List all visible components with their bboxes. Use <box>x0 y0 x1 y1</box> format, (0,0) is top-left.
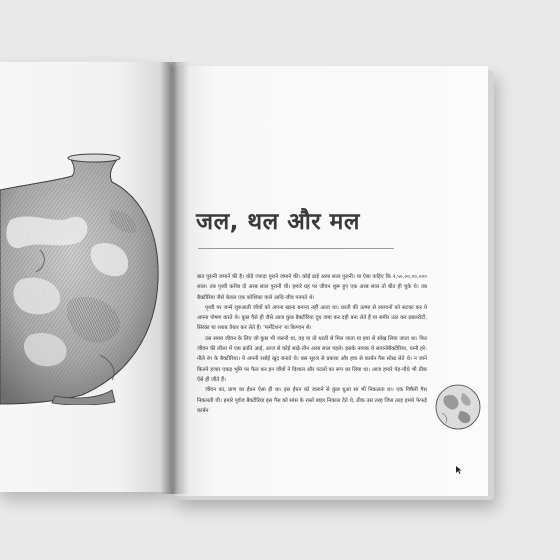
paragraph: बात पुरानी जमाने की है। थोड़े ज्यादा पुराने जमाने की। कोई ढाई अरब साल पुरानी। या ऐसा कहिए कि २,५०,००,००,००० साल। तब पृथ्वी करीब दो अरब साल पुरानी थी। हमारे ग्रह पर जीवन शुरू हुए एक अरब साल तो बीत ही चुके थे। तब बैक्टीरिया जैसे केवल एक कोशिका वाले आदि-जीव पनपते थे। <box>197 274 427 301</box>
paragraph: उस समय जीवन के लिए जो कुछ भी जरूरी था, वह या तो धरती से मिल जाता या हवा से सोख लिया जाता था। फिर जीवन की लीला में एक क्रांति आई, आज से कोई साढ़े-तीन अरब साल पहले। इसके नायक थे सायनोबैक्टीरिया, यानी हरे-नीले रंग के बैक्टीरिया। ये अपनी रसोई खुद बनाते थे। बस सूरज से प्रकाश और हवा से कार्बन गैस सोख लेते थे। न जाने कितने हजार एकड़ भूमि पर फैल कर इन जीवों ने विशाल और पटलों का रूप धर लिया था। आज हमारे पेड़-पौधे भी ठीक ऐसे ही जीते हैं। <box>197 335 427 383</box>
chapter-title: जल, थल और मल <box>196 209 360 235</box>
book-gutter-shadow <box>160 62 190 494</box>
title-divider <box>198 248 394 249</box>
chapter-body <box>197 272 427 416</box>
vase-illustration <box>0 150 160 405</box>
paragraph: पृथ्वी पर जन्मे शुरुआती जीवों को अपना खाना बनाना नहीं आता था। धरती की ऊष्मा से रसायनों को सटका कर ये अपना पोषण करते थे। कुछ वैसे ही जैसे आज कुछ बैक्टीरिया दूध जमा कर दही बना लेते हैं या समीर उठा कर डबलरोटी, सिरका या शराब तैयार कर लेते हैं। 'फर्मेंटेशन' या किण्वन से। <box>197 304 427 332</box>
paragraph: जीवन का, प्राण का ईंधन ऐसा ही था। इस ईंधन को जलाने से कुछ धुआं सा भी निकलता था। एक विषैली गैस निकलती थी। हमारे पूर्वज बैक्टीरिया इस गैस को सांस के रास्ते बाहर निकाल देते थे, ठीक उस तरह जिस तरह हमारे फेफड़े कार्बन <box>197 387 427 414</box>
globe-illustration <box>434 383 482 431</box>
mouse-pointer-icon <box>456 466 462 474</box>
